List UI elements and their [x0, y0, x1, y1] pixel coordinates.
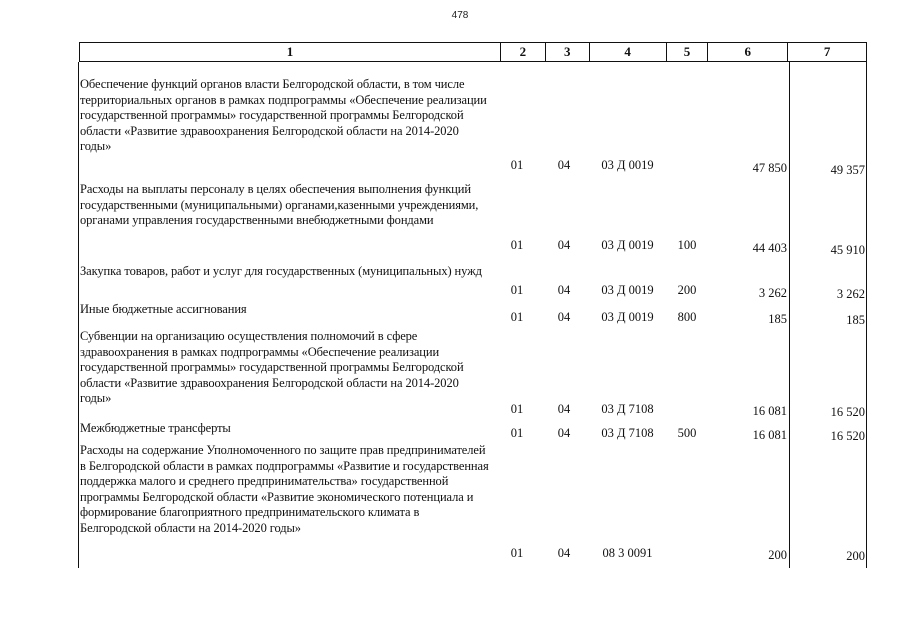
row-code-4: 03 Д 0019	[601, 283, 654, 297]
row-value-7: 49 357	[830, 163, 865, 177]
row-code-4: 03 Д 0019	[601, 238, 654, 252]
row-code-5: 500	[677, 426, 697, 440]
row-code-4: 03 Д 7108	[601, 402, 654, 416]
row-code-2: 01	[510, 426, 524, 440]
row-code-5: 800	[677, 310, 697, 324]
header-col-7: 7	[823, 44, 831, 59]
row-value-7: 3 262	[836, 287, 865, 301]
row-code-4: 03 Д 0019	[601, 158, 654, 172]
row-description: Закупка товаров, работ и услуг для государственных (муниципальных) нужд	[80, 264, 482, 278]
row-value-6: 3 262	[758, 286, 787, 300]
row-description: Межбюджетные трансферты	[80, 421, 231, 435]
row-value-6: 44 403	[752, 241, 787, 255]
row-code-4: 03 Д 7108	[601, 426, 654, 440]
header-col-6: 6	[708, 43, 788, 61]
row-description: Расходы на выплаты персоналу в целях обеспечения выполнения функций государственными (муниципальными) органами,казенными учреждениями, органами управления государственными внебюджетными фондами	[80, 182, 479, 228]
row-value-7: 45 910	[830, 243, 865, 257]
row-value-7: 200	[846, 549, 865, 563]
row-value-6: 200	[768, 548, 787, 562]
row-code-2: 01	[510, 238, 524, 252]
header-col-5: 5	[667, 43, 709, 61]
row-code-4: 03 Д 0019	[601, 310, 654, 324]
row-description: Обеспечение функций органов власти Белгородской области, в том числе территориальных органов в рамках подпрограммы «Обеспечение реализации государственной программы» государственной программы Белгородской области «Развитие здравоохранения Белгородской области на 2014-2020 годы»	[80, 77, 487, 154]
header-col-3: 3	[546, 43, 590, 61]
row-code-4: 08 3 0091	[602, 546, 653, 560]
row-code-3: 04	[557, 546, 571, 560]
table-header	[79, 42, 867, 62]
header-col-1: 1	[80, 43, 501, 61]
row-value-7: 16 520	[830, 405, 865, 419]
row-code-2: 01	[510, 546, 524, 560]
row-code-3: 04	[557, 158, 571, 172]
row-value-7: 16 520	[830, 429, 865, 443]
row-description: Расходы на содержание Уполномоченного по защите прав предпринимателей в Белгородской области в рамках подпрограммы «Развитие и государственная поддержка малого и среднего предпринимательства» государственной программы Белгородской области «Развитие экономического потенциала и формирование благоприятного предпринимательского климата в Белгородской области на 2014-2020 годы»	[80, 443, 489, 535]
row-value-6: 16 081	[752, 404, 787, 418]
row-code-2: 01	[510, 158, 524, 172]
row-code-3: 04	[557, 238, 571, 252]
header-col-4: 4	[590, 43, 667, 61]
row-code-2: 01	[510, 310, 524, 324]
row-code-5: 200	[677, 283, 697, 297]
column-divider-6	[789, 62, 790, 568]
row-description: Иные бюджетные ассигнования	[80, 302, 247, 316]
row-value-6: 16 081	[752, 428, 787, 442]
row-code-2: 01	[510, 402, 524, 416]
row-code-3: 04	[557, 426, 571, 440]
row-value-7: 185	[846, 313, 865, 327]
row-value-6: 185	[768, 312, 787, 326]
row-code-3: 04	[557, 402, 571, 416]
header-col-2: 2	[501, 43, 546, 61]
column-divider-7	[866, 62, 867, 568]
row-code-3: 04	[557, 310, 571, 324]
row-description: Субвенции на организацию осуществления полномочий в сфере здравоохранения в рамках подпрограммы «Обеспечение реализации государственной программы» государственной программы Белгородской области «Развитие здравоохранения Белгородской области на 2014-2020 годы»	[80, 329, 464, 406]
row-code-5: 100	[677, 238, 697, 252]
row-code-3: 04	[557, 283, 571, 297]
row-value-6: 47 850	[752, 161, 787, 175]
page-number: 478	[451, 10, 469, 21]
row-code-2: 01	[510, 283, 524, 297]
